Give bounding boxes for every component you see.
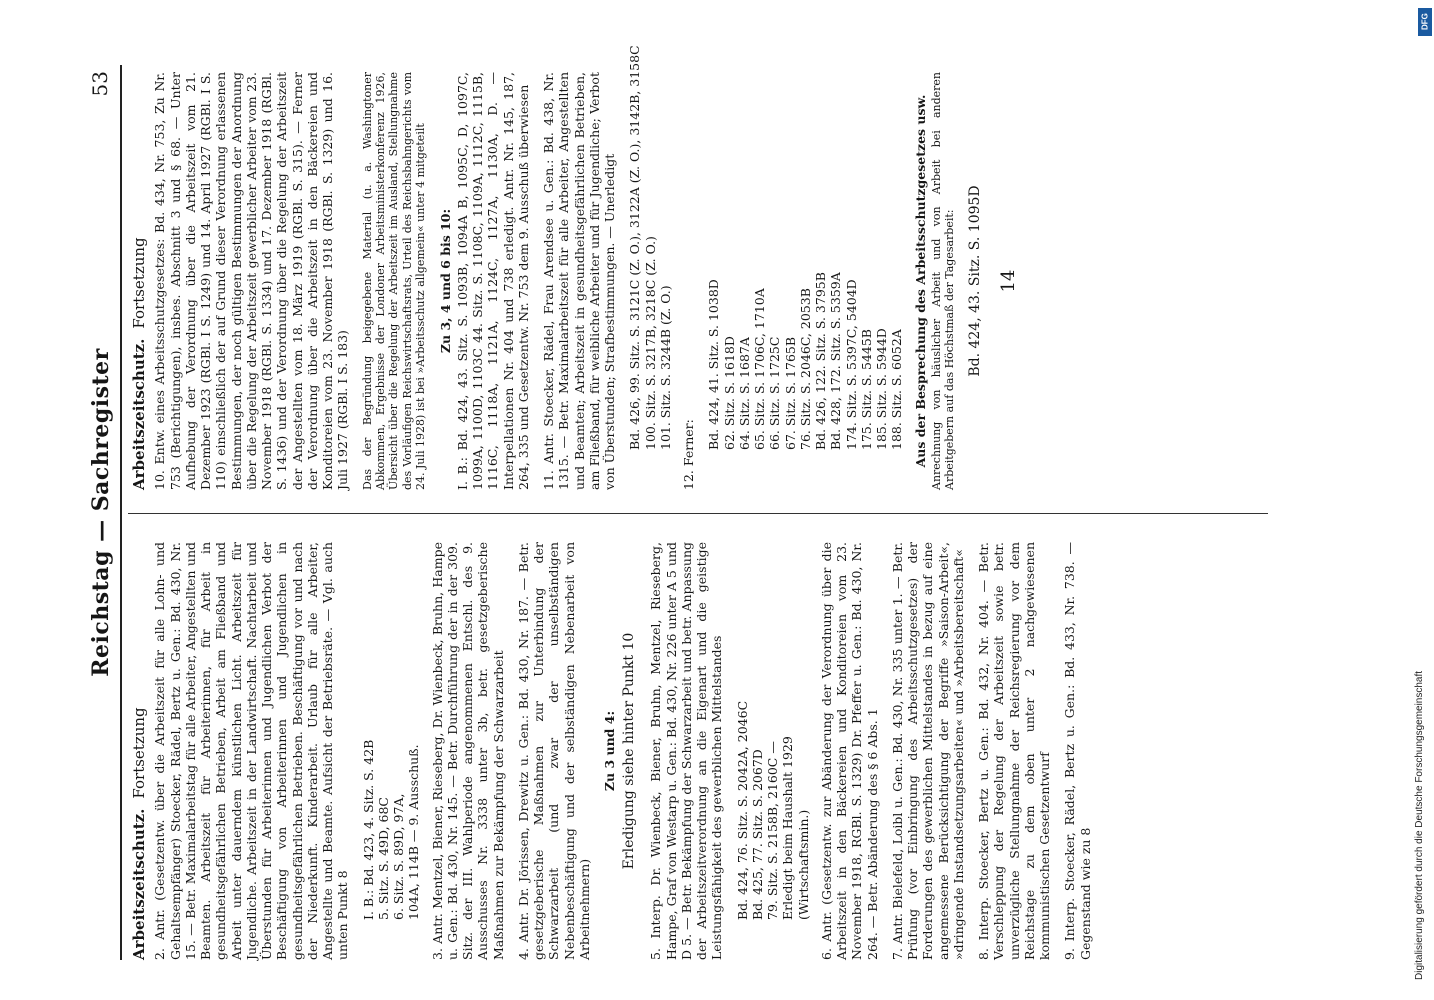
ref-line: 64. Sitz. S. 1687A <box>736 337 752 450</box>
page-number: 53 <box>88 71 112 97</box>
ref-line: 101. Sitz. S. 3244B (Z. O.) <box>657 285 673 450</box>
signature-number: 14 <box>997 269 1019 293</box>
ref-line: (Wirtschaftsmin.) <box>795 809 811 920</box>
entry-6: 6. Antr. (Gesetzentw. zur Abänderung der Verordnung über die Arbeitszeit in den Bäckereien und Konditoreien vom 23. November 1918, RGBl. S. 1329) Dr. Pfeffer u. Gen.: Bd. 430, Nr. 264. — Betr. Abänderung des § 6 Abs. 1 <box>818 542 880 960</box>
ref-line: 175. Sitz. S. 5445B <box>858 329 874 450</box>
entry-11-refs <box>627 45 673 450</box>
entry-10-note: Das der Begründung beigegebene Material (u. a. Washingtoner Abkommen, Ergebnisse der Londoner Arbeitsministerkonferenz 1926, Übersicht über die Regelung der Arbeitszeit im Ausland, Stellungnahme des Vorläufigen Reichswirtschaftsrats, Urteil des Reichsbahngerichts vom 24. Juli 1928) ist bei »Arbeitsschutz allgemein« unter 4 mitgeteilt <box>360 72 428 490</box>
ref-line: 79. Sitz. S. 2158B, 2160C — <box>765 741 781 920</box>
ref-line: 5. Sitz. S. 49D, 68C <box>375 797 391 920</box>
entry-7: 7. Antr. Bielefeld, Loibl u. Gen.: Bd. 430, Nr. 335 unter 1. — Betr. Prüfung (vor Einbringung des Arbeitsschutzgesetzes) der Forderungen des gewerblichen Mittelstandes in bezug auf eine angemessene Berücksichtigung der Begriffe »Saison-Arbeit«, »dringende Instandsetzungsarbeiten« und »Arbeitsbereitschaft« <box>889 542 966 960</box>
ref-line: 174. Sitz. S. 5397C, 5404D <box>843 279 859 450</box>
ref-line: 62. Sitz. S. 1618D <box>721 336 737 450</box>
ref-line: Bd. 428, 172. Sitz. S. 5359A <box>828 272 844 450</box>
ref-line: Bd. 424, 76. Sitz. S. 2042A, 2046C <box>734 700 750 920</box>
right-running-head <box>130 72 148 490</box>
entry-10: 10. Entw. eines Arbeitsschutzgesetzes: Bd. 434, Nr. 753, Zu Nr. 753 (Berichtigungen), insbes. Abschnitt 3 und § 68. — Unter Aufhebung der Verordnung über die Arbeitszeit vom 21. Dezember 1923 (RGBl. I S. 1249) und 14. April 1927 (RGBl. I S. 110) einschließlich der auf Grund dieser Verordnung erlassenen Bestimmungen, der noch gültigen Bestimmungen der Anordnung über die Regelung der Arbeitszeit gewerblicher Arbeiter vom 23. November 1918 (RGBl. S. 1334) und 17. Dezember 1918 (RGBl. S. 1436) und der Verordnung über die Regelung der Arbeitszeit der Angestellten vom 18. März 1919 (RGBl. S. 315). — Ferner der Verordnung über die Arbeitszeit in den Bäckereien und Konditoreien vom 23. November 1918 (RGBl. S. 1329) und 16. Juli 1927 (RGBl. I S. 183) <box>152 72 351 490</box>
entry-8: 8. Interp. Stoecker, Bertz u. Gen.: Bd. 432, Nr. 404. — Betr. Verschleppung der Regelung der Arbeitszeit sowie betr. unverzügliche Stellungnahme der Reichsregierung vor dem Reichstage zu dem oben unter 2 nachgewiesenen kommunistischen Gesetzentwurf <box>976 542 1053 960</box>
entry-4: 4. Antr. Dr. Jörissen, Drewitz u. Gen.: Bd. 430, Nr. 187. — Betr. gesetzgeberische Maßnahmen zur Unterbindung der Schwarzarbeit (und zwar der unselbständigen Nebenbeschäftigung und der selbständigen Nebenarbeit von Arbeitnehmern) <box>515 542 592 960</box>
ref-line: 67. Sitz. S. 1765B <box>782 336 798 450</box>
ref-line: 104A, 114B — 9. Ausschuß. <box>406 744 422 920</box>
entry-11: 11. Antr. Stoecker, Rädel, Frau Arendsee u. Gen.: Bd. 438, Nr. 1315. — Betr. Maximalarbeitszeit für alle Arbeiter, Angestellten und Beamten; Arbeitszeit in gesundheitsgefährlichen Betrieben, am Fließband, für weibliche Arbeiter und für Jugendliche; Verbot von Überstunden; Strafbestimmungen. — Unerledigt <box>541 72 618 490</box>
ref-line: Bd. 425, 77. Sitz. S. 2067D <box>749 749 765 920</box>
entry-5: 5. Interp. Dr. Wienbeck, Biener, Bruhn, Mentzel, Rieseberg, Hampe, Graf von Westarp u. Gen.: Bd. 430, Nr. 226 unter A 5 und D 5. — Betr. Bekämpfung der Schwarzarbeit und betr. Anpassung der Arbeitszeitverordnung an die Eigenart und die geistige Leistungsfähigkeit des gewerblichen Mittelstandes <box>648 542 725 960</box>
ref-line: Bd. 426, 122. Sitz. S. 3795B <box>813 272 829 450</box>
entry-2: 2. Antr. (Gesetzentw. über die Arbeitszeit für alle Lohn- und Gehaltsempfänger) Stoecker, Rädel, Bertz u. Gen.: Bd. 430, Nr. 15. — Betr. Maximalarbeitstag für alle Arbeiter, Angestellten und Beamten. Arbeitszeit für Arbeiterinnen, für Arbeit in gesundheitsgefährlichen Betrieben, Arbeit am Fließband und Arbeit unter dauerndem künstlichen Licht. Arbeitszeit für Jugendliche. Arbeitszeit in der Landwirtschaft. Nachtarbeit und Überstunden für Arbeiterinnen und Jugendlichen Verbot der Beschäftigung von Arbeiterinnen und Jugendlichen in gesundheitsgefährlichen Betrieben. Beschäftigung vor und nach der Niederkunft. Kinderarbeit. Urlaub für alle Arbeiter, Angestellte und Beamte. Aufsicht der Betriebsräte. — Vgl. auch unten Punkt 8 <box>152 542 351 960</box>
subheading-3-10-text: I. B.: Bd. 424, 43. Sitz. S. 1093B, 1094A B, 1095C, D, 1097C, 1099A, 1100D, 1103C 44. Sitz. S. 1108C, 1109A, 1112C, 1115B, 1116C, 1118A, 1121A, 1124C, 1127A, 1130A, D. — Interpellationen Nr. 404 und 738 erledigt. Antr. Nr. 145, 187, 264, 335 und Gesetzentw. Nr. 753 dem 9. Ausschuß überwiesen <box>454 72 531 490</box>
subheading-3-4-text: Erledigung siehe hinter Punkt 10 <box>621 632 638 870</box>
final-text: Anrechnung von häuslicher Arbeit und von Arbeit bei anderen Arbeitgebern auf das Höchstmaß der Tagesarbeit: <box>929 72 957 490</box>
final-heading: Aus der Besprechung des Arbeitsschutzgesetzes usw. <box>912 94 928 468</box>
right-runhead-cont: Fortsetzung <box>130 237 148 329</box>
subheading-3-4: Zu 3 und 4: <box>602 710 618 792</box>
ref-line: 6. Sitz. S. 89D, 97A, <box>391 793 407 920</box>
ref-line: Bd. 426, 99. Sitz. S. 3121C (Z. O.), 3122A (Z. O.), 3142B, 3158C <box>627 45 643 450</box>
ref-line: 65. Sitz. S. 1706C, 1710A <box>752 288 768 450</box>
entry-12: 12. Ferner: <box>681 419 697 490</box>
left-runhead-title: Arbeitszeitschutz. <box>130 808 148 960</box>
left-column <box>130 542 1103 960</box>
ref-line: Erledigt beim Haushalt 1929 <box>780 736 796 920</box>
column-divider <box>128 513 1268 514</box>
ref-line: 76. Sitz. S. 2046C, 2053B <box>797 288 813 450</box>
rotated-page <box>80 45 1275 960</box>
right-runhead-title: Arbeitszeitschutz. <box>130 338 148 490</box>
entry-3: 3. Antr. Mentzel, Biener, Rieseberg, Dr. Wienbeck, Bruhn, Hampe u. Gen.: Bd. 430, Nr. 145. — Betr. Durchführung der in der 309. Sitz. der III. Wahlperiode angenommenen Entschl. des 9. Ausschusses Nr. 3338 unter 3b, betr. gesetzgeberische Maßnahmen zur Bekämpfung der Schwarzarbeit <box>429 542 506 960</box>
entry-12-refs <box>706 72 904 450</box>
ref-line: I. B.: Bd. 423, 4. Sitz. S. 42B <box>360 739 376 920</box>
ref-line: Bd. 424, 41. Sitz. S. 1038D <box>706 279 722 450</box>
header-rule <box>120 65 122 960</box>
entry-5-refs <box>735 542 811 920</box>
page-header <box>80 65 124 960</box>
left-running-head <box>130 542 148 960</box>
final-ref: Bd. 424, 43. Sitz. S. 1095D <box>966 185 983 377</box>
ref-line: 185. Sitz. S. 5944D <box>874 328 890 450</box>
digitization-credit: Digitalisierung gefördert durch die Deutsche Forschungsgemeinschaft <box>1414 670 1425 980</box>
dfg-logo: DFG <box>1418 8 1432 36</box>
ref-line: 100. Sitz. S. 3217B, 3218C (Z. O.) <box>642 236 658 450</box>
subheading-3-10: Zu 3, 4 und 6 bis 10: <box>437 208 453 354</box>
entry-9: 9. Interp. Stoecker, Rädel, Bertz u. Gen.: Bd. 433, Nr. 738. — Gegenstand wie zu 8 <box>1062 542 1093 960</box>
right-column <box>130 45 1020 490</box>
page-title: Reichstag — Sachregister <box>88 348 114 677</box>
ref-line: 188. Sitz. S. 6052A <box>889 329 905 450</box>
ref-line: 66. Sitz. S. 1725C <box>767 336 783 450</box>
entry-2-refs <box>361 542 422 920</box>
left-runhead-cont: Fortsetzung <box>130 707 148 799</box>
